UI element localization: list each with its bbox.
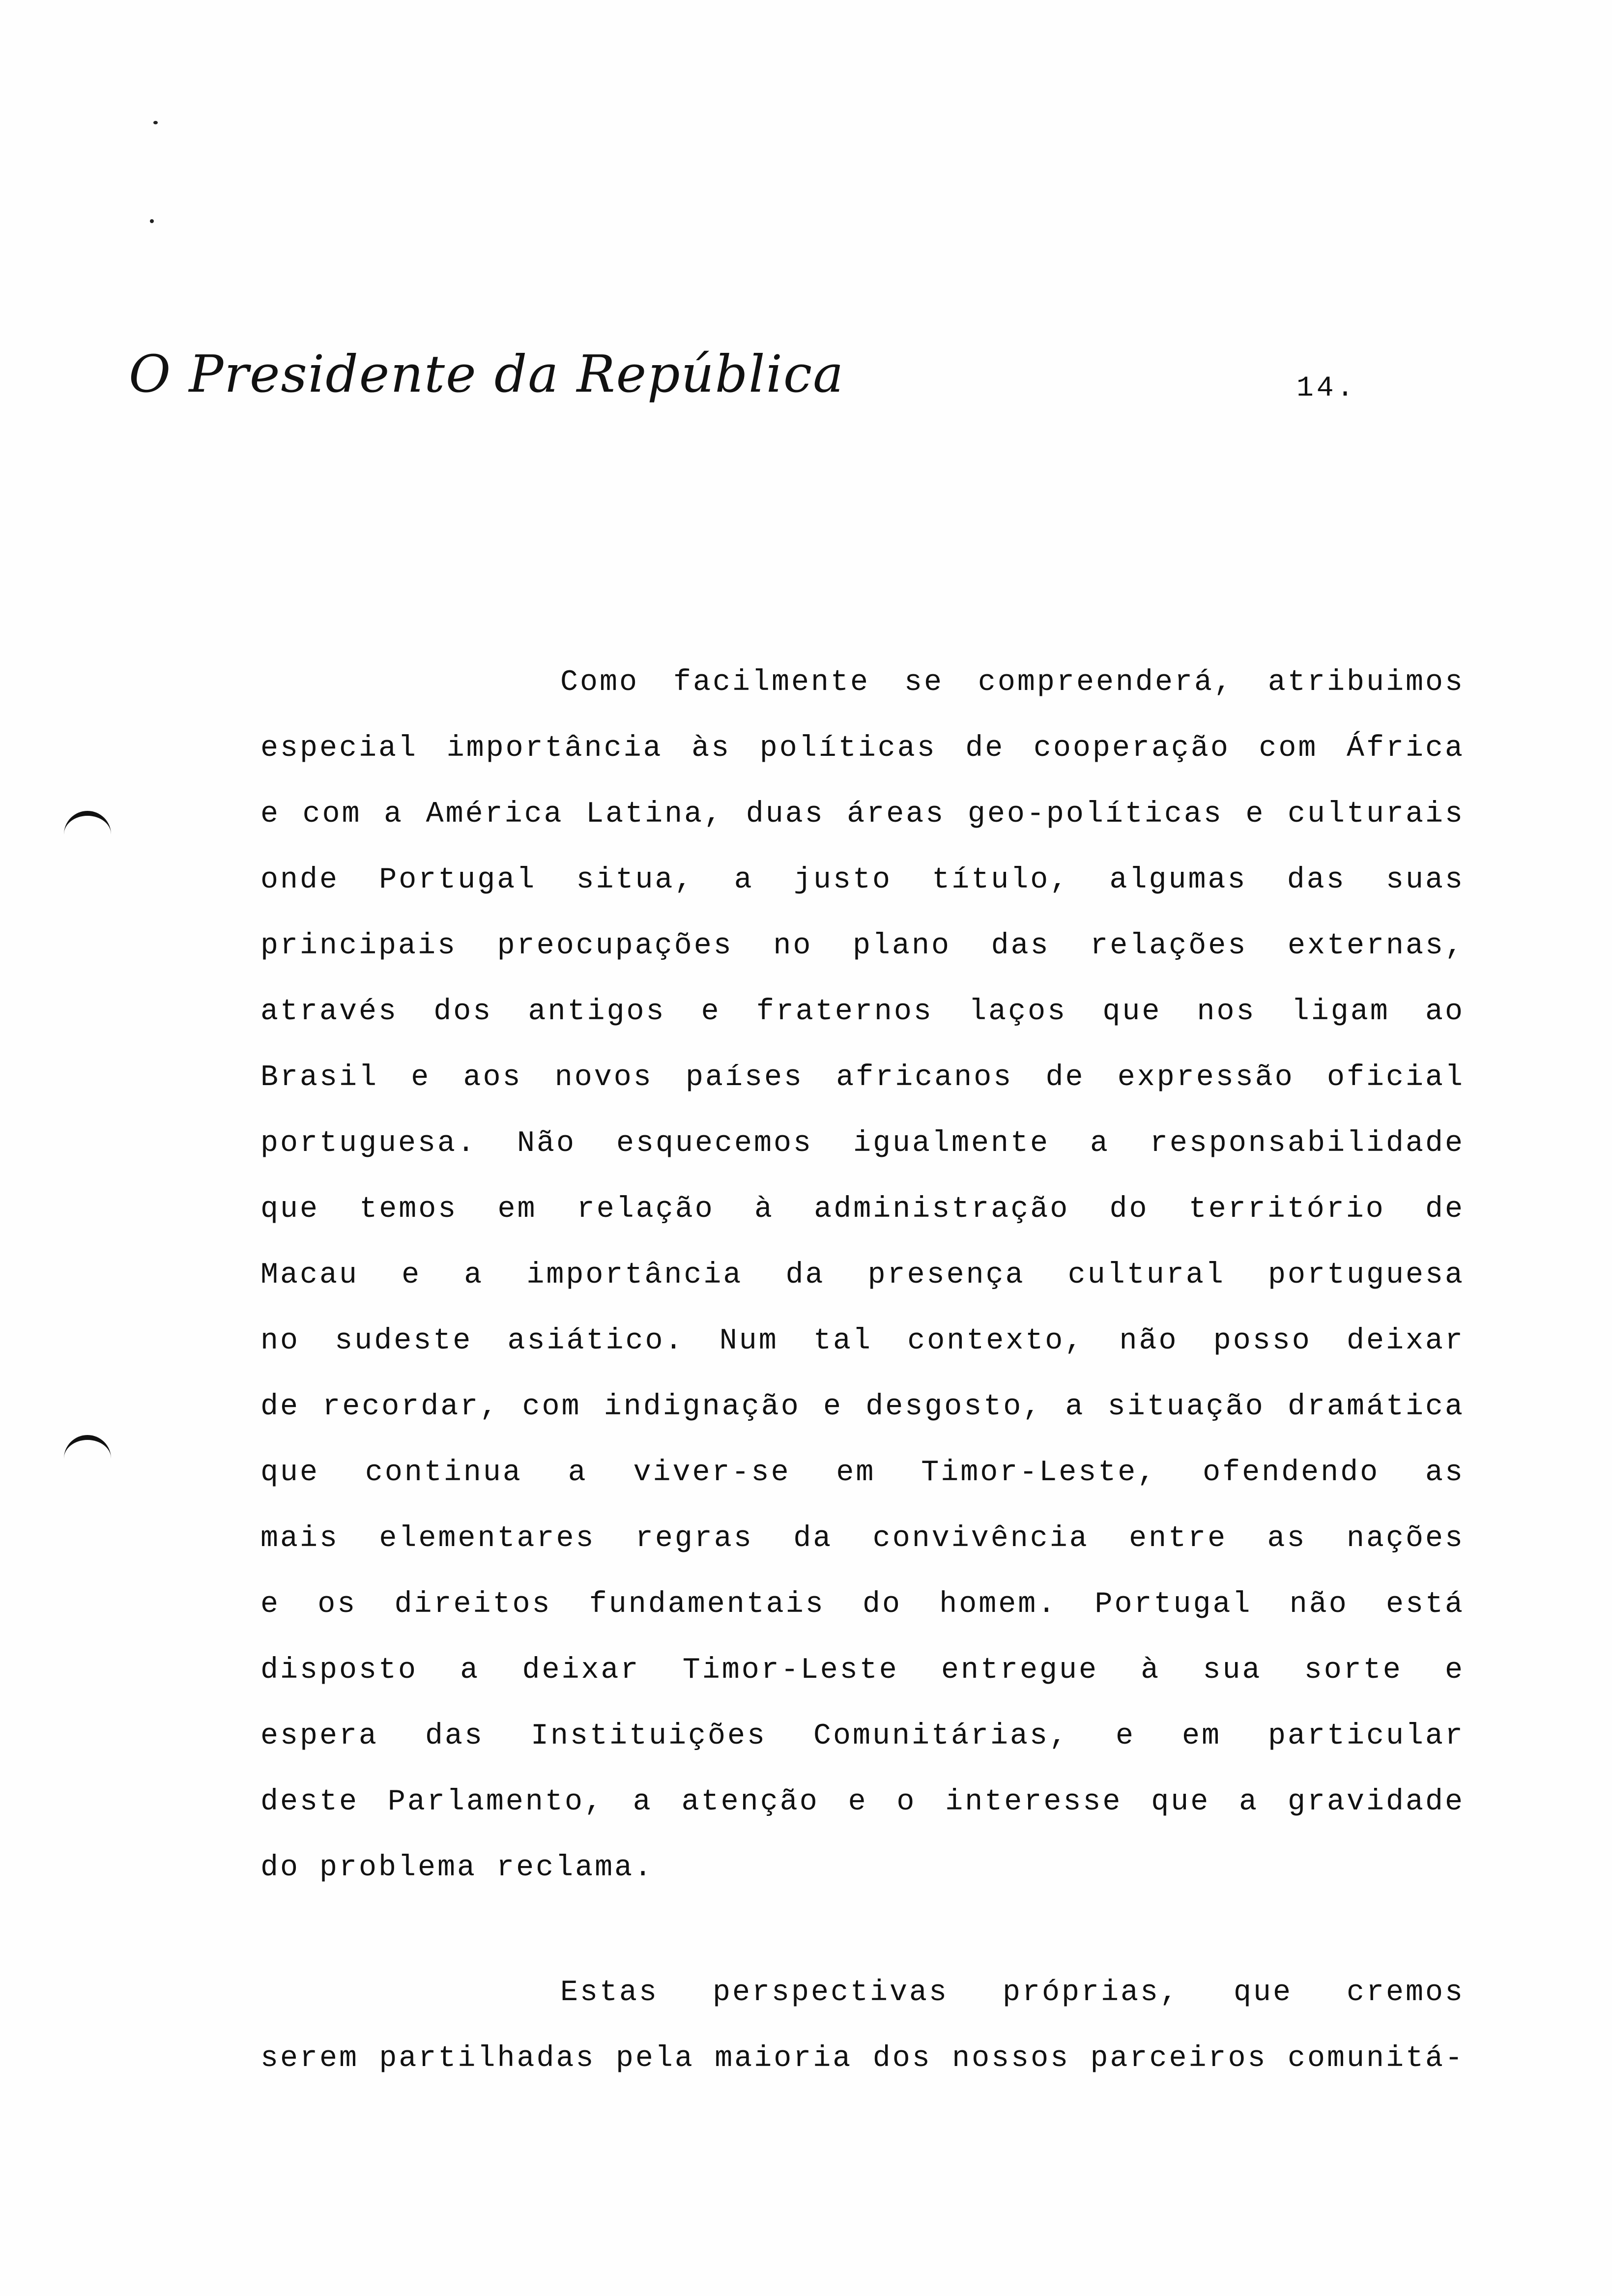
punch-hole-mark <box>64 1435 111 1469</box>
text-line: serem partilhadas pela maioria dos nossos parceiros comunitá- <box>260 2042 1465 2075</box>
text-line: através dos antigos e fraternos laços que nos ligam ao <box>260 995 1465 1029</box>
text-line: Macau e a importância da presença cultural portuguesa <box>260 1259 1465 1292</box>
text-line: principais preocupações no plano das relações externas, <box>260 929 1465 963</box>
text-line: que temos em relação à administração do território de <box>260 1193 1465 1226</box>
text-line: no sudeste asiático. Num tal contexto, não posso deixar <box>260 1324 1465 1358</box>
text-line: disposto a deixar Timor-Leste entregue à sua sorte e <box>260 1654 1465 1687</box>
text-line: de recordar, com indignação e desgosto, a situação dramática <box>260 1390 1465 1424</box>
text-line: e os direitos fundamentais do homem. Portugal não está <box>260 1588 1465 1621</box>
text-line: do problema reclama. <box>260 1851 654 1885</box>
punch-hole-mark <box>64 811 111 845</box>
letterhead: O Presidente da República <box>129 344 845 404</box>
text-line: Estas perspectivas próprias, que cremos <box>560 1976 1465 2009</box>
text-line: espera das Instituições Comunitárias, e em particular <box>260 1720 1465 1753</box>
text-line: deste Parlamento, a atenção e o interesse que a gravidade <box>260 1785 1465 1819</box>
text-line: especial importância às políticas de cooperação com África <box>260 732 1465 765</box>
paragraph-1 <box>260 650 1465 1901</box>
text-line: mais elementares regras da convivência entre as nações <box>260 1522 1465 1555</box>
text-line: Como facilmente se compreenderá, atribuimos <box>560 666 1465 699</box>
page-number: 14. <box>1296 373 1357 404</box>
text-line: onde Portugal situa, a justo título, algumas das suas <box>260 863 1465 897</box>
text-line: e com a América Latina, duas áreas geo-políticas e culturais <box>260 798 1465 831</box>
text-line: Brasil e aos novos países africanos de expressão oficial <box>260 1061 1465 1094</box>
scan-speck <box>150 219 154 223</box>
scan-speck <box>153 121 158 124</box>
paragraph-2 <box>260 1960 1465 2092</box>
text-line: que continua a viver-se em Timor-Leste, ofendendo as <box>260 1456 1465 1490</box>
text-line: portuguesa. Não esquecemos igualmente a responsabilidade <box>260 1127 1465 1160</box>
